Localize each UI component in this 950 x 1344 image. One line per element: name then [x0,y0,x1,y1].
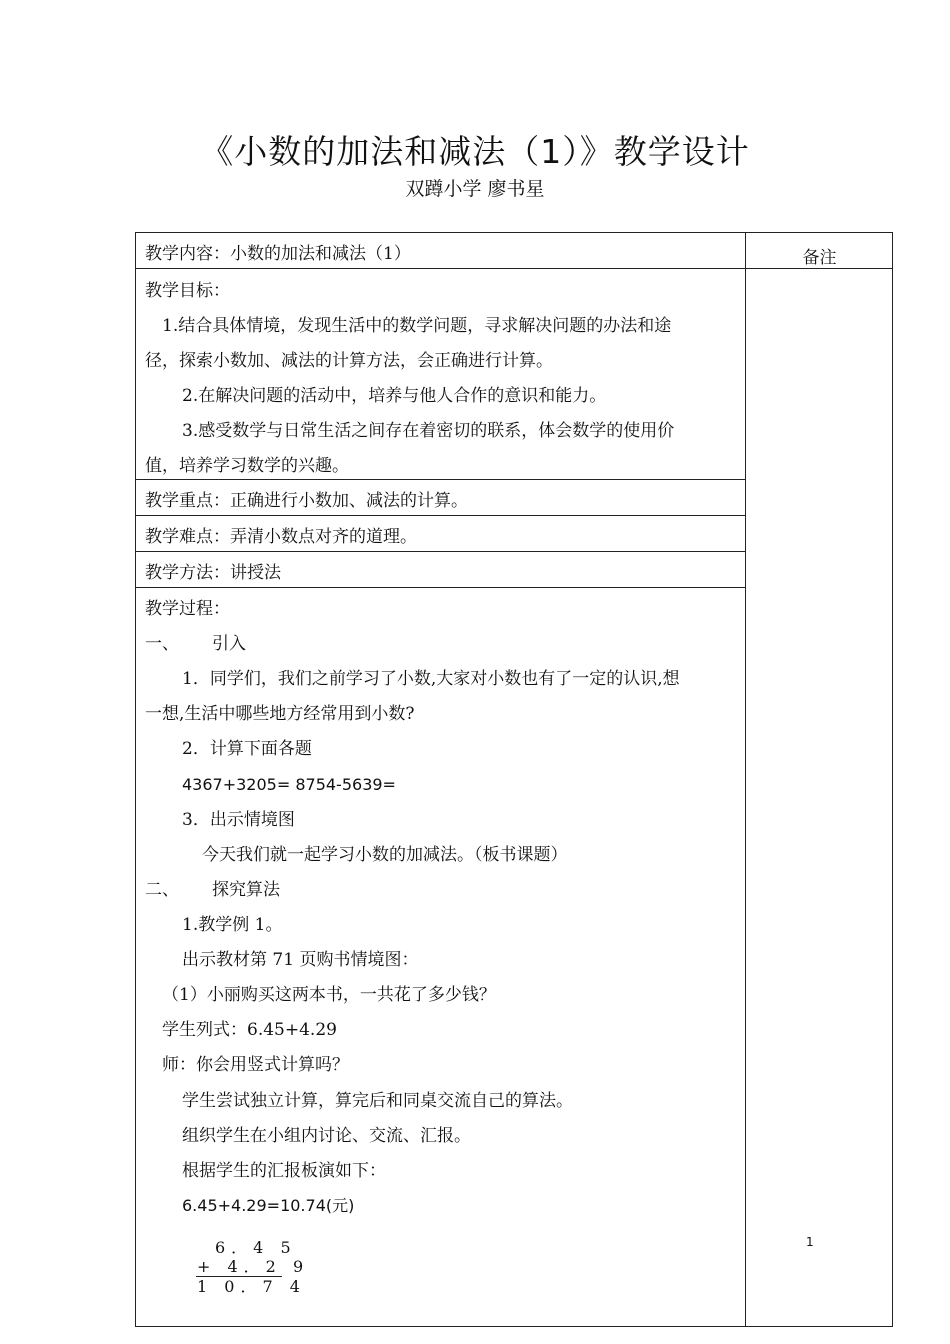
intro-item-1-line-1: 1．同学们，我们之前学习了小数,大家对小数也有了一定的认识,想 [182,669,680,689]
document-author: 双蹲小学 廖书星 [405,178,545,200]
intro-item-3-text: 今天我们就一起学习小数的加减法。（板书课题） [202,845,568,865]
example-1: 1.教学例 1。 [182,915,283,935]
teaching-content: 教学内容：小数的加法和减法（1） [145,244,411,264]
section-1-number: 一、 [145,634,179,654]
intro-equations: 4367+3205= 8754-5639= [182,775,396,794]
intro-item-1-line-2: 一想,生活中哪些地方经常用到小数? [145,704,415,724]
section-2-title: 探究算法 [212,880,280,900]
section-2-number: 二、 [145,880,179,900]
vertical-calc-row-3: 1 0．7 4 [197,1277,306,1296]
result-equation: 6.45+4.29=10.74(元) [182,1196,355,1215]
table-row-divider [135,587,746,588]
section-1-title: 引入 [212,634,246,654]
vertical-calc-row-2: + 4．2 9 [197,1257,310,1276]
table-row-divider [135,479,746,480]
teaching-method: 教学方法：讲授法 [145,563,281,583]
goal-3-line-1: 3.感受数学与日常生活之间存在着密切的联系，体会数学的使用价 [182,421,675,441]
remarks-header: 备注 [802,248,837,268]
intro-item-3: 3．出示情境图 [182,810,295,830]
goal-1-line-1: 1.结合具体情境，发现生活中的数学问题，寻求解决问题的办法和途 [162,316,672,336]
table-column-divider [745,232,746,1327]
board-intro: 根据学生的汇报板演如下： [182,1161,386,1181]
table-row-divider [135,515,746,516]
teacher-question: 师：你会用竖式计算吗？ [162,1055,349,1075]
question-1: （1）小丽购买这两本书，一共花了多少钱？ [162,985,496,1005]
student-try: 学生尝试独立计算，算完后和同桌交流自己的算法。 [182,1091,573,1111]
table-row-divider [135,268,893,269]
goal-3-line-2: 值，培养学习数学的兴趣。 [145,456,349,476]
page-number: 1 [806,1235,814,1249]
example-1-show: 出示教材第 71 页购书情境图： [182,950,419,970]
student-formula: 学生列式：6.45+4.29 [162,1020,337,1040]
table-row-divider [135,551,746,552]
table-border-right [892,232,893,1327]
key-point: 教学重点：正确进行小数加、减法的计算。 [145,491,468,511]
intro-item-2: 2．计算下面各题 [182,739,312,759]
table-border-top [135,232,893,233]
goals-label: 教学目标： [145,281,230,301]
table-border-bottom [135,1326,893,1327]
group-discussion: 组织学生在小组内讨论、交流、汇报。 [182,1126,471,1146]
document-title: 《小数的加法和减法（1）》教学设计 [200,132,750,171]
goal-2: 2.在解决问题的活动中，培养与他人合作的意识和能力。 [182,386,607,406]
table-border-left [135,232,136,1327]
process-label: 教学过程： [145,599,230,619]
difficulty: 教学难点：弄清小数点对齐的道理。 [145,527,417,547]
goal-1-line-2: 径，探索小数加、减法的计算方法，会正确进行计算。 [145,351,553,371]
vertical-calc-row-1: 6．4 5 [215,1238,297,1257]
